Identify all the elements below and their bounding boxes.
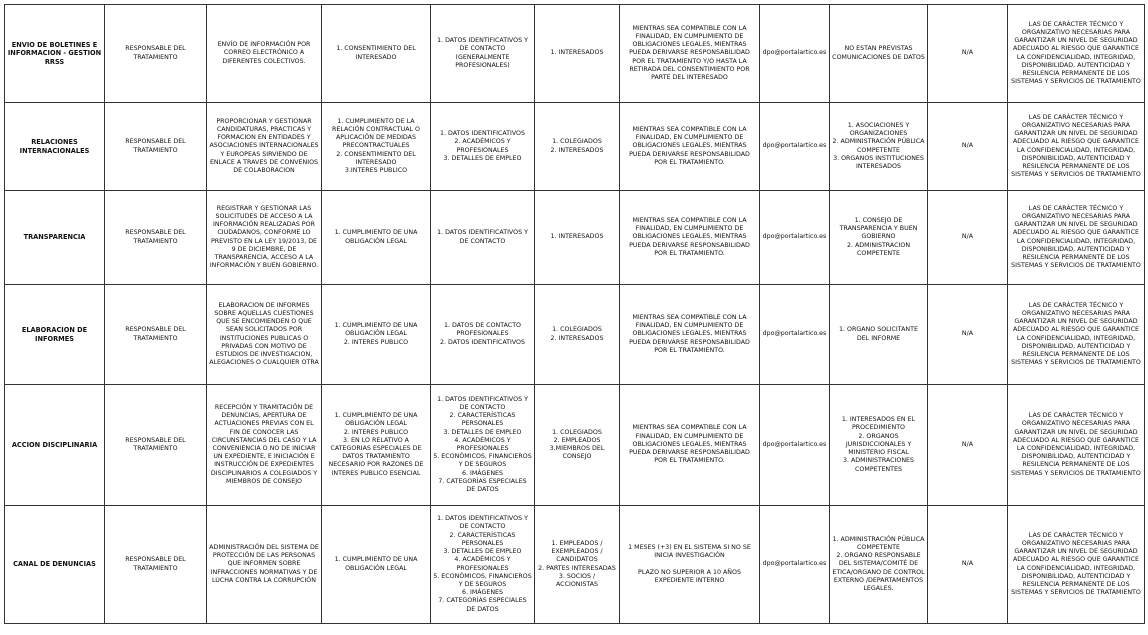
- responsable-cell: RESPONSABLE DEL TRATAMIENTO: [105, 506, 207, 624]
- categorias-interesados-cell: 1. INTERESADOS: [535, 191, 620, 285]
- contacto-dpo-cell: dpo@portalartico.es: [760, 385, 830, 506]
- transferencias-cell: N/A: [928, 191, 1008, 285]
- legitimacion-cell: 1. CONSENTIMIENTO DEL INTERESADO: [322, 5, 431, 103]
- activity-name: ACCION DISCIPLINARIA: [5, 385, 105, 506]
- finalidad-cell: PROPORCIONAR Y GESTIONAR CANDIDATURAS, PRACTICAS Y FORMACION EN ENTIDADES Y ASOCIACIONES INTERNACIONALES Y EUROPEAS SIRVIENDO DE ENLACE A TRAVES DE CONVENIOS DE COLABORACION: [207, 103, 322, 191]
- activity-name: RELACIONES INTERNACIONALES: [5, 103, 105, 191]
- legitimacion-cell: 1. CUMPLIMIENTO DE UNA OBLIGACIÓN LEGAL 2. INTERES PUBLICO: [322, 285, 431, 385]
- responsable-cell: RESPONSABLE DEL TRATAMIENTO: [105, 191, 207, 285]
- medidas-seguridad-cell: LAS DE CARÁCTER TÉCNICO Y ORGANIZATIVO NECESARIAS PARA GARANTIZAR UN NIVEL DE SEGURIDAD ADECUADO AL RIESGO QUE GARANTICE LA CONFIDENCIALIDAD, INTEGRIDAD, DISPONIBILIDAD, AUTENTICIDAD Y RESILENCIA PERMANENTE DE LOS SISTEMAS Y SERVICIOS DE TRATAMIENTO: [1008, 285, 1145, 385]
- medidas-seguridad-cell: LAS DE CARÁCTER TÉCNICO Y ORGANIZATIVO NECESARIAS PARA GARANTIZAR UN NIVEL DE SEGURIDAD ADECUADO AL RIESGO QUE GARANTICE LA CONFIDENCIALIDAD, INTEGRIDAD, DISPONIBILIDAD, AUTENTICIDAD Y RESILENCIA PERMANENTE DE LOS SISTEMAS Y SERVICIOS DE TRATAMIENTO: [1008, 5, 1145, 103]
- categorias-datos-cell: 1. DATOS DE CONTACTO PROFESIONALES 2. DATOS IDENTIFICATIVOS: [431, 285, 535, 385]
- medidas-seguridad-cell: LAS DE CARÁCTER TÉCNICO Y ORGANIZATIVO NECESARIAS PARA GARANTIZAR UN NIVEL DE SEGURIDAD ADECUADO AL RIESGO QUE GARANTICE LA CONFIDENCIALIDAD, INTEGRIDAD, DISPONIBILIDAD, AUTENTICIDAD Y RESILENCIA PERMANENTE DE LOS SISTEMAS Y SERVICIOS DE TRATAMIENTO: [1008, 103, 1145, 191]
- categorias-interesados-cell: 1. COLEGIADOS 2. INTERESADOS: [535, 103, 620, 191]
- categorias-datos-cell: 1. DATOS IDENTIFICATIVOS Y DE CONTACTO 2. CARACTERÍSTICAS PERSONALES 3. DETALLES DE EMPLEO 4. ACADÉMICOS Y PROFESIONALES 5. ECONÓMICOS, FINANCIEROS Y DE SEGUROS 6. IMÁGENES 7. CATEGORÍAS ESPECIALES DE DATOS: [431, 506, 535, 624]
- legitimacion-cell: 1. CUMPLIMIENTO DE LA RELACIÓN CONTRACTUAL O APLICACIÓN DE MEDIDAS PRECONTRACTUALES 2. CONSENTIMIENTO DEL INTERESADO 3.INTERES PUBLICO: [322, 103, 431, 191]
- treatment-activities-table: [4, 4, 1145, 624]
- plazo-conservacion-cell: MIENTRAS SEA COMPATIBLE CON LA FINALIDAD, EN CUMPLIMIENTO DE OBLIGACIONES LEGALES, MIENTRAS PUEDA DERIVARSE RESPONSABILIDAD POR EL TRATAMIENTO.: [620, 385, 760, 506]
- responsable-cell: RESPONSABLE DEL TRATAMIENTO: [105, 5, 207, 103]
- activity-name: CANAL DE DENUNCIAS: [5, 506, 105, 624]
- responsable-cell: RESPONSABLE DEL TRATAMIENTO: [105, 385, 207, 506]
- table-row: [5, 385, 1145, 506]
- categorias-datos-cell: 1. DATOS IDENTIFICATIVOS Y DE CONTACTO: [431, 191, 535, 285]
- plazo-conservacion-cell: MIENTRAS SEA COMPATIBLE CON LA FINALIDAD, EN CUMPLIMIENTO DE OBLIGACIONES LEGALES, MIENTRAS PUEDA DERIVARSE RESPONSABILIDAD POR EL TRATAMIENTO.: [620, 103, 760, 191]
- finalidad-cell: REGISTRAR Y GESTIONAR LAS SOLICITUDES DE ACCESO A LA INFORMACIÓN REALIZADAS POR CIUDADANOS, CONFORME LO PREVISTO EN LA LEY 19/2013, DE 9 DE DICIEMBRE, DE TRANSPARENCIA, ACCESO A LA INFORMACIÓN Y BUEN GOBIERNO.: [207, 191, 322, 285]
- cesiones-cell: 1. CONSEJO DE TRANSPARENCIA Y BUEN GOBIERNO 2. ADMINISTRACION COMPETENTE: [830, 191, 928, 285]
- plazo-conservacion-cell: MIENTRAS SEA COMPATIBLE CON LA FINALIDAD, EN CUMPLIMIENTO DE OBLIGACIONES LEGALES, MIENTRAS PUEDA DERIVARSE RESPONSABILIDAD POR EL TRATAMIENTO Y/O HASTA LA RETIRADA DEL CONSENTIMIENTO POR PARTE DEL INTERESADO: [620, 5, 760, 103]
- table-row: [5, 285, 1145, 385]
- legitimacion-cell: 1. CUMPLIMIENTO DE UNA OBLIGACIÓN LEGAL: [322, 506, 431, 624]
- contacto-dpo-cell: dpo@portalartico.es: [760, 5, 830, 103]
- cesiones-cell: NO ESTAN PREVISTAS COMUNICACIONES DE DATOS: [830, 5, 928, 103]
- categorias-datos-cell: 1. DATOS IDENTIFICATIVOS 2. ACADÉMICOS Y PROFESIONALES 3. DETALLES DE EMPLEO: [431, 103, 535, 191]
- table-row: [5, 191, 1145, 285]
- legitimacion-cell: 1. CUMPLIMIENTO DE UNA OBLIGACIÓN LEGAL: [322, 191, 431, 285]
- transferencias-cell: N/A: [928, 103, 1008, 191]
- medidas-seguridad-cell: LAS DE CARÁCTER TÉCNICO Y ORGANIZATIVO NECESARIAS PARA GARANTIZAR UN NIVEL DE SEGURIDAD ADECUADO AL RIESGO QUE GARANTICE LA CONFIDENCIALIDAD, INTEGRIDAD, DISPONIBILIDAD, AUTENTICIDAD Y RESILENCIA PERMANENTE DE LOS SISTEMAS Y SERVICIOS DE TRATAMIENTO: [1008, 506, 1145, 624]
- activity-name: ENVIO DE BOLETINES E INFORMACION - GESTION RRSS: [5, 5, 105, 103]
- responsable-cell: RESPONSABLE DEL TRATAMIENTO: [105, 103, 207, 191]
- categorias-interesados-cell: 1. INTERESADOS: [535, 5, 620, 103]
- cesiones-cell: 1. ASOCIACIONES Y ORGANIZACIONES 2. ADMINISTRACIÓN PÚBLICA COMPETENTE 3. ORGANOS INSTITUCIONES INTERESADOS: [830, 103, 928, 191]
- categorias-datos-cell: 1. DATOS IDENTIFICATIVOS Y DE CONTACTO 2. CARACTERÍSTICAS PERSONALES 3. DETALLES DE EMPLEO 4. ACADÉMICOS Y PROFESIONALES 5. ECONÓMICOS, FINANCIEROS Y DE SEGUROS 6. IMÁGENES 7. CATEGORÍAS ESPECIALES DE DATOS: [431, 385, 535, 506]
- responsable-cell: RESPONSABLE DEL TRATAMIENTO: [105, 285, 207, 385]
- plazo-conservacion-cell: 1 MESES (+3) EN EL SISTEMA SI NO SE INICIA INVESTIGACIÓN PLAZO NO SUPERIOR A 10 AÑOS EXPEDIENTE INTERNO: [620, 506, 760, 624]
- medidas-seguridad-cell: LAS DE CARÁCTER TÉCNICO Y ORGANIZATIVO NECESARIAS PARA GARANTIZAR UN NIVEL DE SEGURIDAD ADECUADO AL RIESGO QUE GARANTICE LA CONFIDENCIALIDAD, INTEGRIDAD, DISPONIBILIDAD, AUTENTICIDAD Y RESILENCIA PERMANENTE DE LOS SISTEMAS Y SERVICIOS DE TRATAMIENTO: [1008, 385, 1145, 506]
- contacto-dpo-cell: dpo@portalartico.es: [760, 191, 830, 285]
- medidas-seguridad-cell: LAS DE CARÁCTER TÉCNICO Y ORGANIZATIVO NECESARIAS PARA GARANTIZAR UN NIVEL DE SEGURIDAD ADECUADO AL RIESGO QUE GARANTICE LA CONFIDENCIALIDAD, INTEGRIDAD, DISPONIBILIDAD, AUTENTICIDAD Y RESILENCIA PERMANENTE DE LOS SISTEMAS Y SERVICIOS DE TRATAMIENTO: [1008, 191, 1145, 285]
- plazo-conservacion-cell: MIENTRAS SEA COMPATIBLE CON LA FINALIDAD, EN CUMPLIMIENTO DE OBLIGACIONES LEGALES, MIENTRAS PUEDA DERIVARSE RESPONSABILIDAD POR EL TRATAMIENTO.: [620, 191, 760, 285]
- cesiones-cell: 1. ORGANO SOLICITANTE DEL INFORME: [830, 285, 928, 385]
- categorias-interesados-cell: 1. COLEGIADOS 2. EMPLEADOS 3.MIEMBROS DEL CONSEJO: [535, 385, 620, 506]
- categorias-datos-cell: 1. DATOS IDENTIFICATIVOS Y DE CONTACTO (GENERALMENTE PROFESIONALES): [431, 5, 535, 103]
- finalidad-cell: ELABORACION DE INFORMES SOBRE AQUELLAS CUESTIONES QUE SE ENCOMIENDEN O QUE SEAN SOLICITADOS POR INSTITUCIONES PUBLICAS O PRIVADAS CON MOTIVO DE ESTUDIOS DE INVESTIGACION, ALEGACIONES O CUALQUIER OTRA: [207, 285, 322, 385]
- contacto-dpo-cell: dpo@portalartico.es: [760, 506, 830, 624]
- table-row: [5, 5, 1145, 103]
- plazo-conservacion-cell: MIENTRAS SEA COMPATIBLE CON LA FINALIDAD, EN CUMPLIMIENTO DE OBLIGACIONES LEGALES, MIENTRAS PUEDA DERIVARSE RESPONSABILIDAD POR EL TRATAMIENTO.: [620, 285, 760, 385]
- finalidad-cell: ADMINISTRACIÓN DEL SISTEMA DE PROTECCIÓN DE LAS PERSONAS QUE INFORMEN SOBRE INFRACCIONES NORMATIVAS Y DE LUCHA CONTRA LA CORRUPCIÓN: [207, 506, 322, 624]
- finalidad-cell: RECEPCIÓN Y TRAMITACIÓN DE DENUNCIAS, APERTURA DE ACTUACIONES PREVIAS CON EL FIN DE CONOCER LAS CIRCUNSTANCIAS DEL CASO Y LA CONVENIENCIA O NO DE INICIAR UN EXPEDIENTE, E INICIACIÓN E INSTRUCCIÓN DE EXPEDIENTES DISCIPLINARIOS A COLEGIADOS Y MIEMBROS DE CONSEJO: [207, 385, 322, 506]
- table-row: [5, 103, 1145, 191]
- contacto-dpo-cell: dpo@portalartico.es: [760, 103, 830, 191]
- cesiones-cell: 1. ADMINISTRACIÓN PÚBLICA COMPETENTE 2. ORGANO RESPONSABLE DEL SISTEMA/COMITÉ DE ETICA/ORGANO DE CONTROL EXTERNO /DEPARTAMENTOS LEGALES.: [830, 506, 928, 624]
- activity-name: ELABORACION DE INFORMES: [5, 285, 105, 385]
- finalidad-cell: ENVÍO DE INFORMACIÓN POR CORREO ELECTRÓNICO A DIFERENTES COLECTIVOS.: [207, 5, 322, 103]
- table-row: [5, 506, 1145, 624]
- transferencias-cell: N/A: [928, 285, 1008, 385]
- contacto-dpo-cell: dpo@portalartico.es: [760, 285, 830, 385]
- activity-name: TRANSPARENCIA: [5, 191, 105, 285]
- transferencias-cell: N/A: [928, 506, 1008, 624]
- cesiones-cell: 1. INTERESADOS EN EL PROCEDIMIENTO 2. ORGANOS JURISDICCIONALES Y MINISTERIO FISCAL 3. ADMINISTRACIONES COMPETENTES: [830, 385, 928, 506]
- transferencias-cell: N/A: [928, 385, 1008, 506]
- transferencias-cell: N/A: [928, 5, 1008, 103]
- legitimacion-cell: 1. CUMPLIMIENTO DE UNA OBLIGACIÓN LEGAL 2. INTERES PUBLICO 3. EN LO RELATIVO A CATEGORIAS ESPECIALES DE DATOS TRATAMIENTO NECESARIO POR RAZONES DE INTERES PUBLICO ESENCIAL: [322, 385, 431, 506]
- categorias-interesados-cell: 1. EMPLEADOS / EXEMPLEADOS / CANDIDATOS 2. PARTES INTERESADAS 3. SOCIOS / ACCIONISTAS: [535, 506, 620, 624]
- categorias-interesados-cell: 1. COLEGIADOS 2. INTERESADOS: [535, 285, 620, 385]
